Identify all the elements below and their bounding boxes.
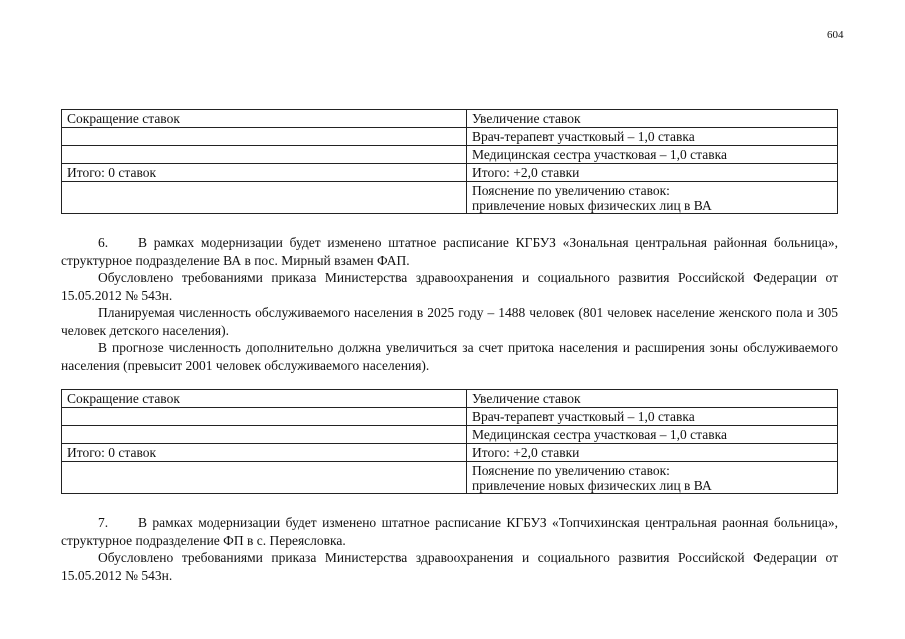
table-note-row [62,182,838,214]
table-cell [62,146,467,164]
table-note-row [62,462,838,494]
total-increase: Итого: +2,0 ставки [467,164,838,182]
paragraph: Планируемая численность обслуживаемого населения в 2025 году – 1488 человек (801 человек население женского пола и 305 человек детского населения). [61,305,838,338]
table-note-cell [467,182,838,214]
paragraph: Обусловлено требованиями приказа Министерства здравоохранения и социального развития Российской Федерации от 15.05.2012 № 543н. [61,550,838,583]
page-number: 604 [827,29,844,41]
total-increase: Итого: +2,0 ставки [467,444,838,462]
table-total-row [62,164,838,182]
section-number: 6. [98,235,109,250]
table-header-row [62,390,838,408]
note-title: Пояснение по увеличению ставок: [472,463,670,478]
table-cell [62,408,467,426]
table-cell: Врач-терапевт участковый – 1,0 ставка [467,128,838,146]
table-row [62,128,838,146]
paragraph: Обусловлено требованиями приказа Министерства здравоохранения и социального развития Российской Федерации от 15.05.2012 № 543н. [61,270,838,303]
total-reduction: Итого: 0 ставок [62,164,467,182]
paragraph: В прогнозе численность дополнительно должна увеличиться за счет притока населения и расширения зоны обслуживаемого населения (превысит 2001 человек обслуживаемого населения). [61,340,838,373]
table-row [62,426,838,444]
table-note-cell [467,462,838,494]
section-number: 7. [98,515,109,530]
header-reduction: Сокращение ставок [62,110,467,128]
table-cell [62,182,467,214]
paragraph [61,234,838,269]
note-title: Пояснение по увеличению ставок: [472,183,670,198]
table-header-row [62,110,838,128]
table-total-row [62,444,838,462]
table-cell [62,128,467,146]
table-cell [62,462,467,494]
note-text: привлечение новых физических лиц в ВА [472,198,712,213]
paragraph-text: В рамках модернизации будет изменено штатное расписание КГБУЗ «Зональная центральная районная больница», структурное подразделение ВА в пос. Мирный взамен ФАП. [61,235,838,268]
table-cell: Медицинская сестра участковая – 1,0 ставка [467,426,838,444]
staff-change-table-1 [61,109,838,214]
table-cell [62,426,467,444]
paragraph [61,514,838,549]
staff-change-table-2 [61,389,838,494]
table-row [62,408,838,426]
header-increase: Увеличение ставок [467,110,838,128]
header-increase: Увеличение ставок [467,390,838,408]
table-row [62,146,838,164]
table-cell: Врач-терапевт участковый – 1,0 ставка [467,408,838,426]
section-7 [61,514,838,584]
table-cell: Медицинская сестра участковая – 1,0 ставка [467,146,838,164]
section-6 [61,234,838,374]
paragraph-text: В рамках модернизации будет изменено штатное расписание КГБУЗ «Топчихинская центральная раонная больница», структурное подразделение ФП в с. Переясловка. [61,515,838,548]
note-text: привлечение новых физических лиц в ВА [472,478,712,493]
header-reduction: Сокращение ставок [62,390,467,408]
total-reduction: Итого: 0 ставок [62,444,467,462]
